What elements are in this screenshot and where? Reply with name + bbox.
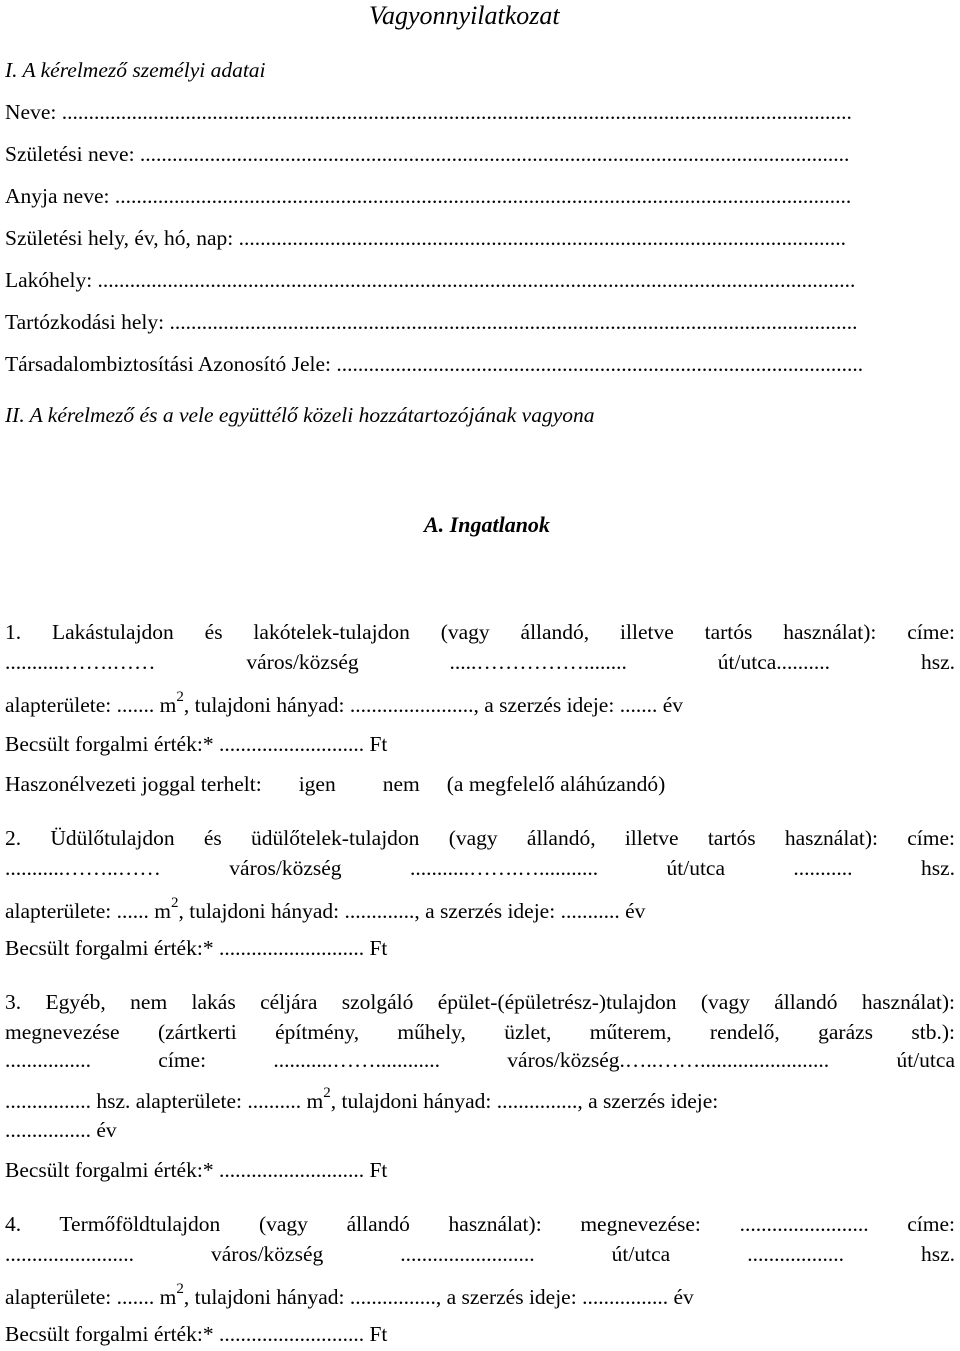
item-3-address: ................ címe: ...........……............ város/község.…..……........................ út/utca [5,1048,955,1072]
item-2-area-unit-exponent: 2 [170,895,179,911]
item-3-estimated-value: Becsült forgalmi érték:* ........................... Ft [5,1158,388,1182]
item-3-area-line [5,1086,955,1113]
item-1-share-date: , tulajdoni hányad: ......................., a szerzés ideje: ....... év [183,693,683,717]
option-note: (a megfelelő aláhúzandó) [446,772,666,796]
item-4-address: ........................ város/község ......................... út/utca .................. hsz. [5,1242,955,1266]
item-2-share-date: , tulajdoni hányad: ............., a szerzés ideje: ........... év [178,899,646,923]
section-2-heading: II. A kérelmező és a vele együttélő közeli hozzátartozójának vagyona [5,403,595,427]
item-3-share-date: , tulajdoni hányad: ..............., a szerzés ideje: [330,1089,719,1113]
item-4-area-unit-exponent: 2 [176,1281,184,1297]
item-1-address: ...........…….…… város/község .....……………........ út/utca.......... hsz. [5,650,955,674]
stay-address-field: Tartózkodási hely: ................................................................................................................................ [5,312,858,334]
section-1-heading: I. A kérelmező személyi adatai [5,58,266,82]
option-nem[interactable]: nem [382,772,420,796]
item-2-area-label: alapterülete: ...... m [5,899,171,923]
name-field: Neve: ................................................................................................................................................... [5,102,852,124]
item-1-usufruct-line [5,774,665,796]
item-4-estimated-value: Becsült forgalmi érték:* ........................... Ft [5,1322,388,1346]
item-3-title: 3. Egyéb, nem lakás céljára szolgáló épület-(épületrész-)tulajdon (vagy állandó használat): [5,990,955,1014]
item-4-area-label: alapterülete: ....... m [5,1285,177,1309]
option-igen[interactable]: igen [298,772,336,796]
item-1-estimated-value: Becsült forgalmi érték:* ........................... Ft [5,732,388,756]
mother-name-field: Anyja neve: ......................................................................................................................................... [5,186,852,208]
item-3-year: ................ év [5,1118,117,1142]
social-security-id-field: Társadalombiztosítási Azonosító Jele: .................................................................................................. [5,354,864,376]
subsection-a-heading: A. Ingatlanok [424,512,550,537]
item-2-estimated-value: Becsült forgalmi érték:* ........................... Ft [5,936,388,960]
item-4-title: 4. Termőföldtulajdon (vagy állandó használat): megnevezése: ........................ címe: [5,1212,955,1236]
item-1-area-line [5,690,683,717]
item-2-title: 2. Üdülőtulajdon és üdülőtelek-tulajdon (vagy állandó, illetve tartós használat): címe: [5,826,955,850]
item-4-share-date: , tulajdoni hányad: ................, a szerzés ideje: ................ év [183,1285,694,1309]
item-1-title: 1. Lakástulajdon és lakótelek-tulajdon (vagy állandó, illetve tartós használat): címe: [5,620,955,644]
birth-name-field: Születési neve: .................................................................................................................................... [5,144,850,166]
item-2-area-line [5,896,645,923]
item-1-area-unit-exponent: 2 [176,689,184,705]
item-2-address: ...........……..…… város/község ...........…….…........... út/utca ........... hsz. [5,856,955,880]
residence-field: Lakóhely: ............................................................................................................................................. [5,270,856,292]
item-3-area-label: ................ hsz. alapterülete: .......... m [5,1089,324,1113]
item-3-description: megnevezése (zártkerti építmény, műhely, üzlet, műterem, rendelő, garázs stb.): [5,1020,955,1044]
item-1-usufruct-label: Haszonélvezeti joggal terhelt: [5,772,262,796]
document-title: Vagyonnyilatkozat [369,1,560,30]
item-1-area-label: alapterülete: ....... m [5,693,177,717]
item-3-area-unit-exponent: 2 [323,1085,331,1101]
item-4-area-line [5,1282,694,1309]
birth-place-date-field: Születési hely, év, hó, nap: ................................................................................................................. [5,228,847,250]
